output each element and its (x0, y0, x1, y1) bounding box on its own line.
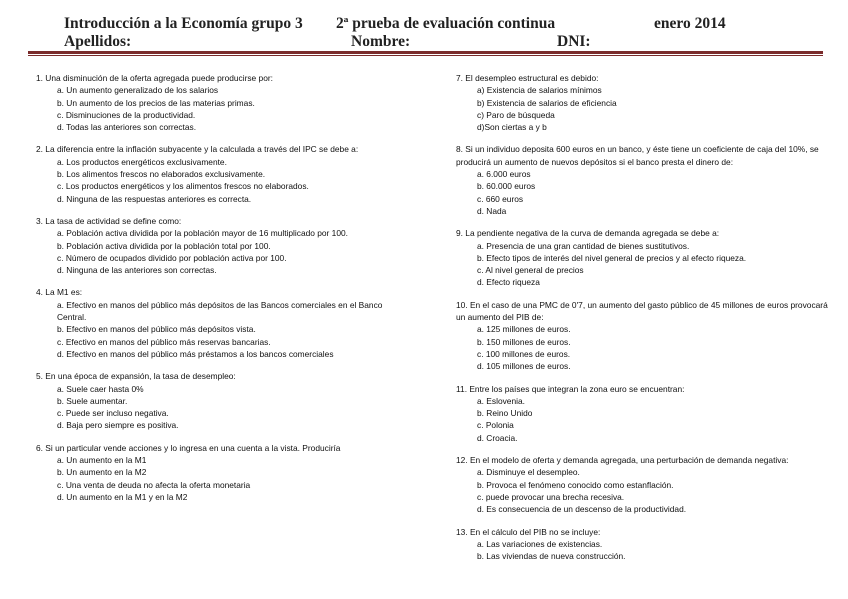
answer-option: c. Puede ser incluso negativa. (57, 408, 169, 419)
answer-option: b. 150 millones de euros. (477, 336, 571, 347)
answer-option: d. 105 millones de euros. (477, 361, 571, 372)
question-text: 8. Si un individuo deposita 600 euros en un banco, y éste tiene un coeficiente de caja del 10%, se producirá un aumento de nuevos depósitos si el banco presta el dinero de: (456, 144, 819, 167)
answer-option: a. Un aumento en la M1 (57, 455, 147, 466)
answer-option: d)Son ciertas a y b (477, 122, 547, 133)
answer-option: c. Una venta de deuda no afecta la oferta monetaria (57, 479, 251, 490)
answer-option: a. Efectivo en manos del público más depósitos de las Bancos comerciales en el Banco Central. (57, 299, 383, 323)
answer-option: a. Eslovenia. (477, 395, 525, 406)
answer-option: a. Población activa dividida por la población mayor de 16 multiplicado por 100. (57, 228, 348, 239)
answer-option: d. Nada (477, 205, 507, 216)
answer-option: a. Las variaciones de existencias. (477, 538, 603, 549)
answer-option: c. Disminuciones de la productividad. (57, 109, 196, 120)
dni-label: DNI: (557, 33, 591, 50)
question-block (36, 370, 408, 431)
exam-title: 2ª prueba de evaluación continua (336, 15, 556, 32)
answer-option: a. Suele caer hasta 0% (57, 383, 144, 394)
answer-option: a) Existencia de salarios mínimos (477, 85, 602, 96)
answer-option: c. 660 euros (477, 193, 524, 204)
right-column (456, 72, 828, 572)
question-text: 13. En el cálculo del PIB no se incluye: (456, 526, 601, 537)
name-label: Nombre: (351, 33, 411, 50)
question-block (456, 299, 828, 373)
answer-option: d. Un aumento en la M1 y en la M2 (57, 491, 188, 502)
answer-option: b. Suele aumentar. (57, 395, 128, 406)
question-text: 12. En el modelo de oferta y demanda agregada, una perturbación de demanda negativa: (456, 455, 789, 466)
answer-option: b. Un aumento de los precios de las materias primas. (57, 97, 255, 108)
answer-option: c. puede provocar una brecha recesiva. (477, 491, 625, 502)
question-text: 2. La diferencia entre la inflación subyacente y la calculada a través del IPC se debe a: (36, 144, 359, 155)
question-block (456, 526, 828, 563)
answer-option: b. Efectivo en manos del público más depósitos vista. (57, 324, 256, 335)
question-text: 9. La pendiente negativa de la curva de demanda agregada se debe a: (456, 228, 720, 239)
answer-option: b. Las viviendas de nueva construcción. (477, 551, 626, 562)
answer-option: b. Los alimentos frescos no elaborados exclusivamente. (57, 169, 266, 180)
answer-option: a. 6.000 euros (477, 169, 531, 180)
answer-option: b. Reino Unido (477, 408, 533, 419)
course-title: Introducción a la Economía grupo 3 (64, 15, 303, 32)
answer-option: d. Ninguna de las anteriores son correctas. (57, 265, 217, 276)
question-block (36, 286, 408, 360)
answer-option: c. Número de ocupados dividido por población activa por 100. (57, 252, 287, 263)
answer-option: d. Ninguna de las respuestas anteriores es correcta. (57, 193, 252, 204)
answer-option: c) Paro de búsqueda (477, 109, 555, 120)
question-block (456, 383, 828, 444)
answer-option: b. Provoca el fenómeno conocido como estanflación. (477, 479, 674, 490)
answer-option: d. Efecto riqueza (477, 277, 540, 288)
answer-option: b. Efecto tipos de interés del nivel general de precios y al efecto riqueza. (477, 252, 747, 263)
question-block (36, 215, 408, 276)
answer-option: d. Croacia. (477, 432, 518, 443)
answer-option: d. Baja pero siempre es positiva. (57, 420, 179, 431)
answer-option: a. 125 millones de euros. (477, 324, 571, 335)
answer-option: b) Existencia de salarios de eficiencia (477, 97, 617, 108)
question-text: 1. Una disminución de la oferta agregada puede producirse por: (36, 73, 273, 83)
question-block (36, 442, 408, 503)
question-block (456, 227, 828, 288)
question-text: 6. Si un particular vende acciones y lo ingresa en una cuenta a la vista. Produciría (36, 442, 341, 453)
question-block (456, 72, 828, 133)
answer-option: d. Efectivo en manos del público más préstamos a los bancos comerciales (57, 348, 334, 359)
header-divider (28, 51, 823, 54)
answer-option: a. Presencia de una gran cantidad de bienes sustitutivos. (477, 240, 690, 251)
answer-option: a. Disminuye el desempleo. (477, 467, 580, 478)
question-text: 11. Entre los países que integran la zona euro se encuentran: (456, 383, 685, 394)
question-block (456, 454, 828, 515)
question-text: 10. En el caso de una PMC de 0'7, un aumento del gasto público de 45 millones de euros provocará un aumento del PIB de: (456, 299, 828, 323)
answer-option: b. 60.000 euros (477, 181, 536, 192)
answer-option: a. Los productos energéticos exclusivamente. (57, 156, 227, 167)
question-block (36, 143, 408, 204)
exam-date: enero 2014 (654, 15, 726, 32)
question-block (36, 72, 408, 133)
answer-option: d. Es consecuencia de un descenso de la productividad. (477, 504, 687, 515)
question-text: 5. En una época de expansión, la tasa de desempleo: (36, 371, 236, 382)
question-text: 7. El desempleo estructural es debido: (456, 73, 599, 83)
question-text: 3. La tasa de actividad se define como: (36, 215, 182, 226)
answer-option: d. Todas las anteriores son correctas. (57, 122, 197, 133)
answer-option: c. Efectivo en manos del público más reservas bancarias. (57, 336, 271, 347)
answer-option: b. Un aumento en la M2 (57, 467, 147, 478)
answer-option: c. Polonia (477, 420, 514, 431)
answer-option: b. Población activa dividida por la población total por 100. (57, 240, 271, 251)
question-text: 4. La M1 es: (36, 287, 83, 298)
answer-option: c. Al nivel general de precios (477, 265, 584, 276)
answer-option: c. Los productos energéticos y los alimentos frescos no elaborados. (57, 181, 309, 192)
question-block (456, 143, 828, 217)
answer-option: c. 100 millones de euros. (477, 348, 571, 359)
surname-label: Apellidos: (64, 33, 132, 50)
left-column (36, 72, 408, 513)
answer-option: a. Un aumento generalizado de los salarios (57, 85, 219, 96)
header-divider-thin (28, 55, 823, 56)
